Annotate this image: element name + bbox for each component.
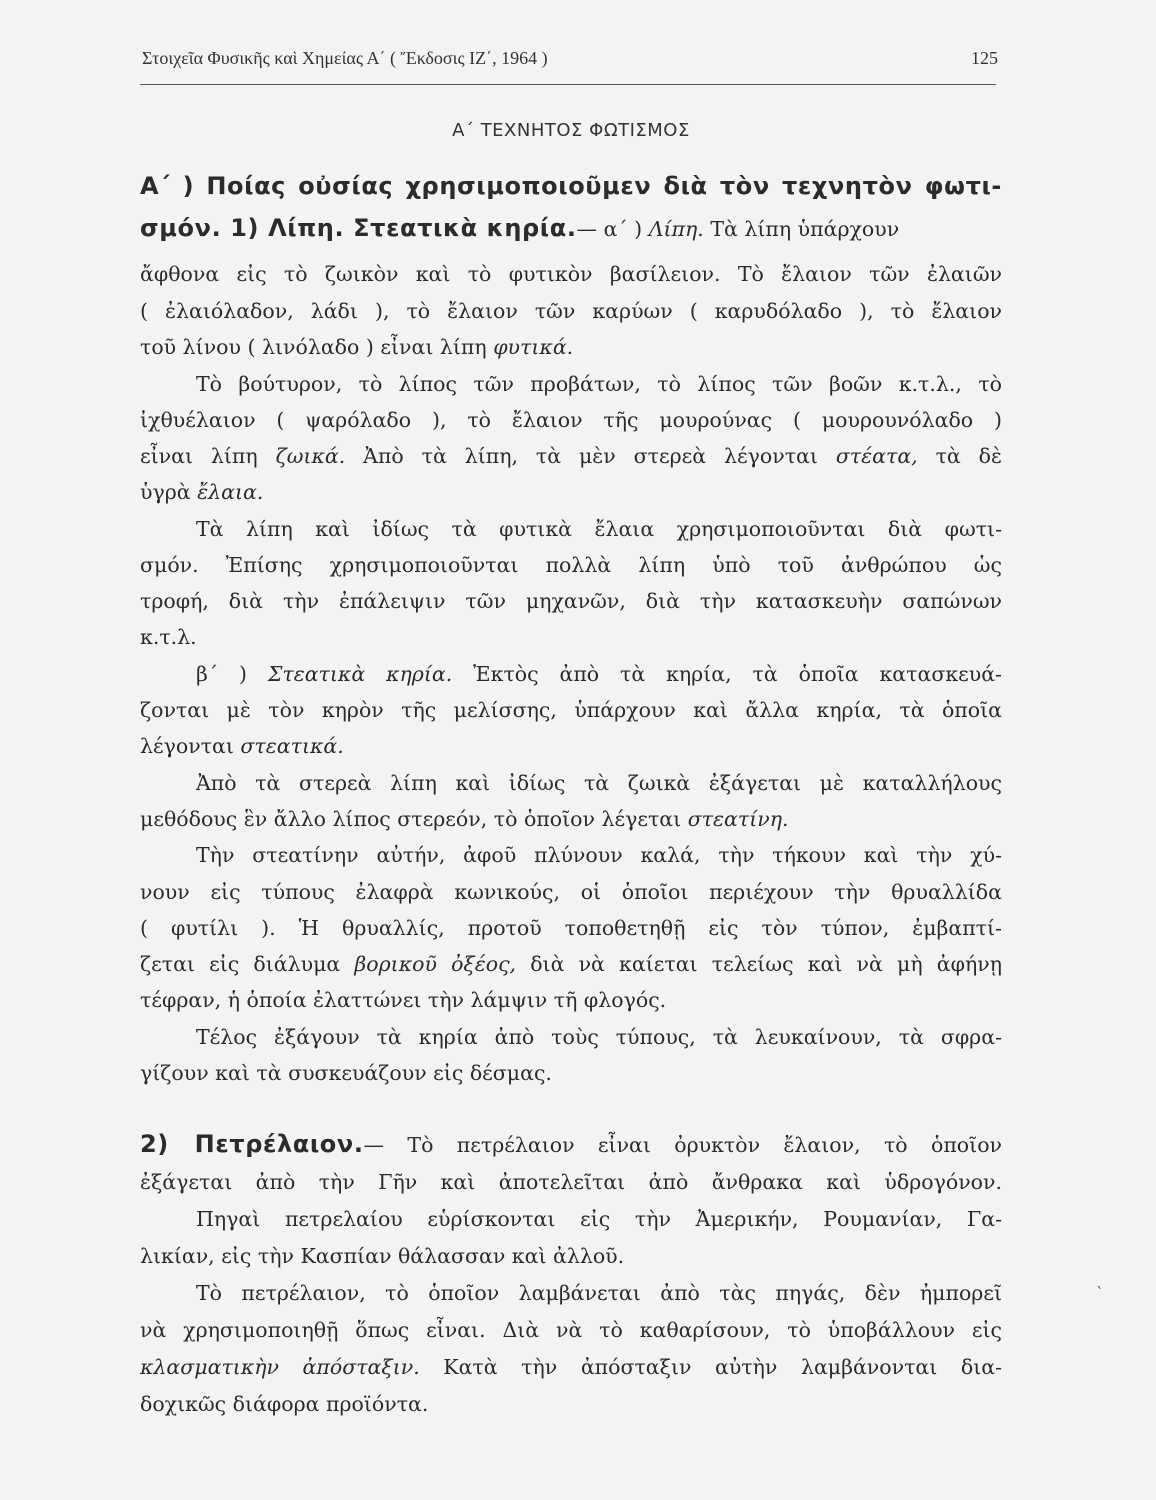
text-line — [140, 948, 1002, 980]
text-span: εἶναι λίπη — [140, 444, 276, 468]
text-line — [140, 730, 1002, 762]
text-line: Τὴν στεατίνην αὐτήν, ἀφοῦ πλύνουν καλά, τὴν τήκουν καὶ τὴν χύ- — [196, 843, 1002, 867]
text-span: Κατὰ τὴν ἀπόσταξιν αὐτὴν λαμβάνονται δια- — [419, 1355, 1002, 1379]
text-line: νὰ χρησιμοποιηθῇ ὅπως εἶναι. Διὰ νὰ τὸ καθαρίσουν, τὸ ὑποβάλλουν εἰς — [140, 1318, 1002, 1342]
text-line: τέφραν, ἡ ὁποία ἐλαττώνει τὴν λάμψιν τῆ φλογός. — [140, 988, 667, 1012]
italic-term: ζωικά. — [275, 444, 346, 468]
text-line: γίζουν καὶ τὰ συσκευάζουν εἰς δέσμας. — [140, 1061, 552, 1085]
text-span: μεθόδους ἓν ἄλλο λίπος στερεόν, τὸ ὁποῖον λέγεται — [140, 807, 688, 831]
italic-term: Λίπη. — [648, 217, 704, 241]
text-span: ὑγρὰ — [140, 480, 198, 504]
italic-term: στεατικά. — [240, 734, 344, 758]
italic-term: κλασματικὴν ἀπόσταξιν. — [140, 1355, 420, 1379]
text-line: Τὸ βούτυρον, τὸ λίπος τῶν προβάτων, τὸ λίπος τῶν βοῶν κ.τ.λ., τὸ — [196, 372, 1002, 396]
text-span: τὰ δὲ — [917, 444, 1003, 468]
document-page — [140, 0, 1002, 1500]
text-line: ( φυτίλι ). Ἡ θρυαλλίς, προτοῦ τοποθετηθῇ εἰς τὸν τύπον, ἐμβαπτί- — [140, 916, 1002, 940]
italic-term: ἔλαια. — [197, 480, 264, 504]
text-line: Πηγαὶ πετρελαίου εὑρίσκονται εἰς τὴν Ἀμερικήν, Ρουμανίαν, Γα- — [196, 1207, 1002, 1231]
text-line: ( ἐλαιόλαδον, λάδι ), τὸ ἔλαιον τῶν καρύων ( καρυδόλαδο ), τὸ ἔλαιον — [140, 299, 1002, 323]
text-span: ζεται εἰς διάλυμα — [140, 952, 355, 976]
text-span: — Τὸ πετρέλαιον εἶναι ὀρυκτὸν ἔλαιον, τὸ ὁποῖον — [363, 1133, 1002, 1157]
text-span: — α΄ ) — [576, 217, 649, 241]
italic-term: στεατίνη. — [687, 807, 789, 831]
text-line: Τέλος ἐξάγουν τὰ κηρία ἀπὸ τοὺς τύπους, τὰ λευκαίνουν, τὰ σφρα- — [196, 1025, 1002, 1049]
page-number: 125 — [971, 48, 998, 68]
text-line — [140, 1128, 1002, 1160]
stray-mark: ` — [1096, 1284, 1104, 1303]
text-span: Ἀπὸ τὰ λίπη, τὰ μὲν στερεὰ λέγονται — [345, 444, 836, 468]
text-line — [140, 170, 1002, 202]
text-line: λικίαν, εἰς τὴν Κασπίαν θάλασσαν καὶ ἀλλοῦ. — [140, 1244, 625, 1268]
text-line — [140, 440, 1002, 472]
text-span: λέγονται — [140, 734, 241, 758]
text-line: Ἀπὸ τὰ στερεὰ λίπη καὶ ἰδίως τὰ ζωικὰ ἐξάγεται μὲ καταλλήλους — [196, 771, 1002, 795]
text-line: Τὰ λίπη καὶ ἰδίως τὰ φυτικὰ ἔλαια χρησιμοποιοῦνται διὰ φωτι- — [196, 517, 1002, 541]
italic-term: στέατα, — [835, 444, 918, 468]
section-title: Α΄ ΤΕΧΝΗΤΟΣ ΦΩΤΙΣΜΟΣ — [452, 120, 690, 141]
text-line: δοχικῶς διάφορα προϊόντα. — [140, 1392, 429, 1416]
text-line — [140, 476, 1002, 508]
text-line — [140, 803, 1002, 835]
text-line: κ.τ.λ. — [140, 625, 197, 649]
italic-term: βορικοῦ ὀξέος, — [354, 952, 517, 976]
italic-term: Στεατικὰ κηρία. — [267, 662, 453, 686]
running-header — [140, 48, 1002, 78]
text-line — [140, 1351, 1002, 1383]
text-line — [140, 212, 1002, 244]
text-line — [140, 331, 1002, 363]
text-line — [140, 658, 1002, 690]
text-line: ἰχθυέλαιον ( ψαρόλαδο ), τὸ ἔλαιον τῆς μουρούνας ( μουρουνόλαδο ) — [140, 408, 1002, 432]
subheading-lipi: σμόν. 1) Λίπη. Στεατικὰ κηρία. — [140, 214, 577, 242]
text-span: β΄ ) — [196, 662, 268, 686]
text-line: Τὸ πετρέλαιον, τὸ ὁποῖον λαμβάνεται ἀπὸ τὰς πηγάς, δὲν ἠμπορεῖ — [196, 1281, 1002, 1305]
text-line: σμόν. Ἐπίσης χρησιμοποιοῦνται πολλὰ λίπη ὑπὸ τοῦ ἀνθρώπου ὡς — [140, 553, 1002, 577]
text-span: Ἐκτὸς ἀπὸ τὰ κηρία, τὰ ὁποῖα κατασκευά- — [452, 662, 1002, 686]
italic-term: φυτικά. — [493, 335, 574, 359]
text-line: νουν εἰς τύπους ἐλαφρὰ κωνικούς, οἱ ὁποῖοι περιέχουν τὴν θρυαλλίδα — [140, 880, 1002, 904]
text-line: ζονται μὲ τὸν κηρὸν τῆς μελίσσης, ὑπάρχουν καὶ ἄλλα κηρία, τὰ ὁποῖα — [140, 698, 1002, 722]
header-rule — [140, 84, 996, 85]
text-span: Τὰ λίπη ὑπάρχουν — [703, 217, 900, 241]
text-line: ἐξάγεται ἀπὸ τὴν Γῆν καὶ ἀποτελεῖται ἀπὸ ἄνθρακα καὶ ὑδρογόνον. — [140, 1170, 1002, 1194]
book-title: Στοιχεῖα Φυσικῆς καὶ Χημείας Α΄ ( Ἔκδοσις ΙΖ΄, 1964 ) — [142, 48, 548, 68]
text-line: τροφή, διὰ τὴν ἐπάλειψιν τῶν μηχανῶν, διὰ τὴν κατασκευὴν σαπώνων — [140, 589, 1002, 613]
text-span: τοῦ λίνου ( λινόλαδο ) εἶναι λίπη — [140, 335, 494, 359]
text-span: διὰ νὰ καίεται τελείως καὶ νὰ μὴ ἀφήνῃ — [516, 952, 1002, 976]
question-heading: Α΄ ) Ποίας οὐσίας χρησιμοποιοῦμεν διὰ τὸν τεχνητὸν φωτι- — [140, 172, 1002, 200]
text-line: ἄφθονα εἰς τὸ ζωικὸν καὶ τὸ φυτικὸν βασίλειον. Τὸ ἔλαιον τῶν ἐλαιῶν — [140, 262, 1002, 286]
subheading-petrelaion: 2) Πετρέλαιον. — [140, 1130, 364, 1158]
